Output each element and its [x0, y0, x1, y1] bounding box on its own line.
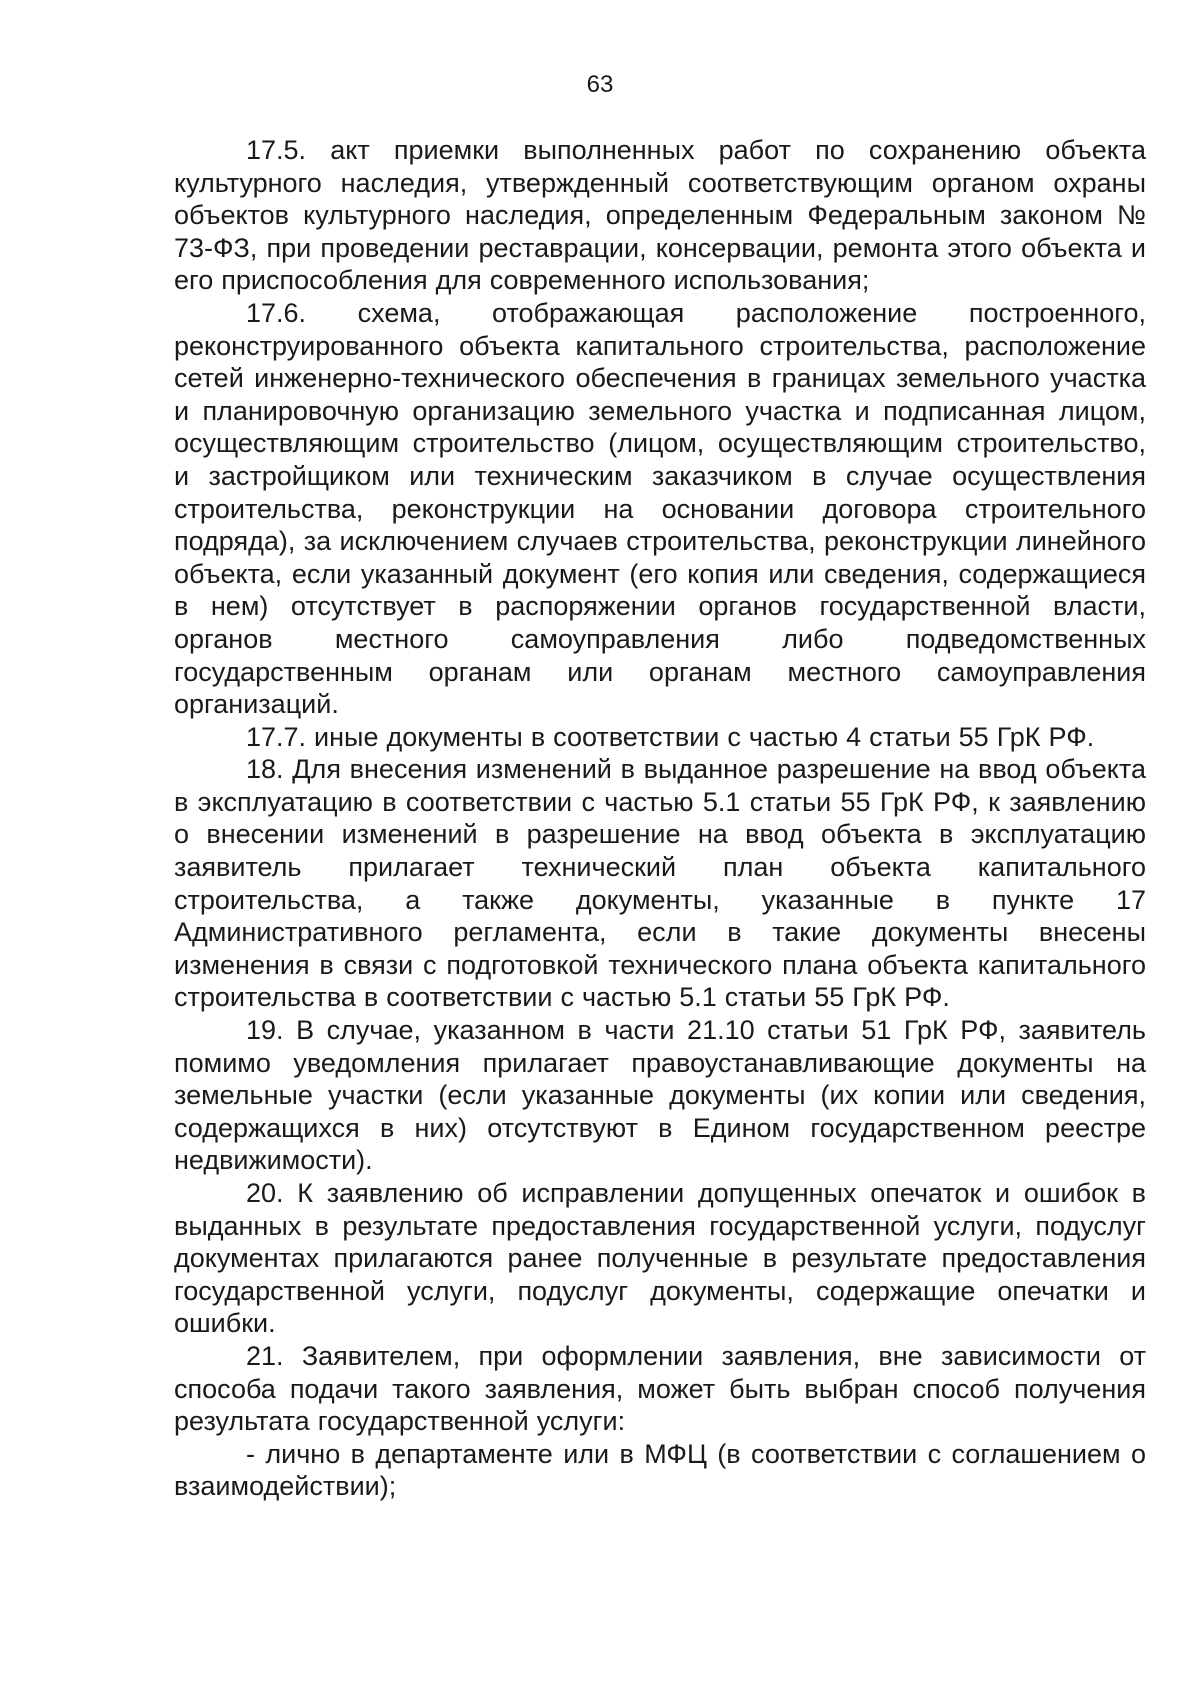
- document-body: [174, 134, 1146, 1503]
- paragraph-18: 18. Для внесения изменений в выданное разрешение на ввод объекта в эксплуатацию в соответствии с частью 5.1 статьи 55 ГрК РФ, к заявлению о внесении изменений в разрешение на ввод объекта в эксплуатацию заявитель прилагает технический план объекта капитального строительства, а также документы, указанные в пункте 17 Административного регламента, если в такие документы внесены изменения в связи с подготовкой технического плана объекта капитального строительства в соответствии с частью 5.1 статьи 55 ГрК РФ.: [174, 754, 1146, 1013]
- paragraph-20: 20. К заявлению об исправлении допущенных опечаток и ошибок в выданных в результате предоставления государственной услуги, подуслуг документах прилагаются ранее полученные в результате предоставления государственной услуги, подуслуг документы, содержащие опечатки и ошибки.: [174, 1178, 1146, 1339]
- page-number: 63: [586, 71, 614, 98]
- paragraph-17-7: 17.7. иные документы в соответствии с частью 4 статьи 55 ГрК РФ.: [246, 721, 1095, 752]
- paragraph-17-5: 17.5. акт приемки выполненных работ по сохранению объекта культурного наследия, утвержденный соответствующим органом охраны объектов культурного наследия, определенным Федеральным законом № 73-ФЗ, при проведении реставрации, консервации, ремонта этого объекта и его приспособления для современного использования;: [174, 135, 1146, 296]
- paragraph-17-6: 17.6. схема, отображающая расположение построенного, реконструированного объекта капитального строительства, расположение сетей инженерно-технического обеспечения в границах земельного участка и планировочную организацию земельного участка и подписанная лицом, осуществляющим строительство (лицом, осуществляющим строительство, и застройщиком или техническим заказчиком в случае осуществления строительства, реконструкции на основании договора строительного подряда), за исключением случаев строительства, реконструкции линейного объекта, если указанный документ (его копия или сведения, содержащиеся в нем) отсутствует в распоряжении органов государственной власти, органов местного самоуправления либо подведомственных государственным органам или органам местного самоуправления организаций.: [174, 297, 1146, 720]
- paragraph-21: 21. Заявителем, при оформлении заявления, вне зависимости от способа подачи такого заявления, может быть выбран способ получения результата государственной услуги:: [174, 1340, 1146, 1437]
- paragraph-19: 19. В случае, указанном в части 21.10 статьи 51 ГрК РФ, заявитель помимо уведомления прилагает правоустанавливающие документы на земельные участки (если указанные документы (их копии или сведения, содержащихся в них) отсутствуют в Едином государственном реестре недвижимости).: [174, 1015, 1146, 1176]
- list-item-in-person: - лично в департаменте или в МФЦ (в соответствии с соглашением о взаимодействии);: [174, 1438, 1146, 1502]
